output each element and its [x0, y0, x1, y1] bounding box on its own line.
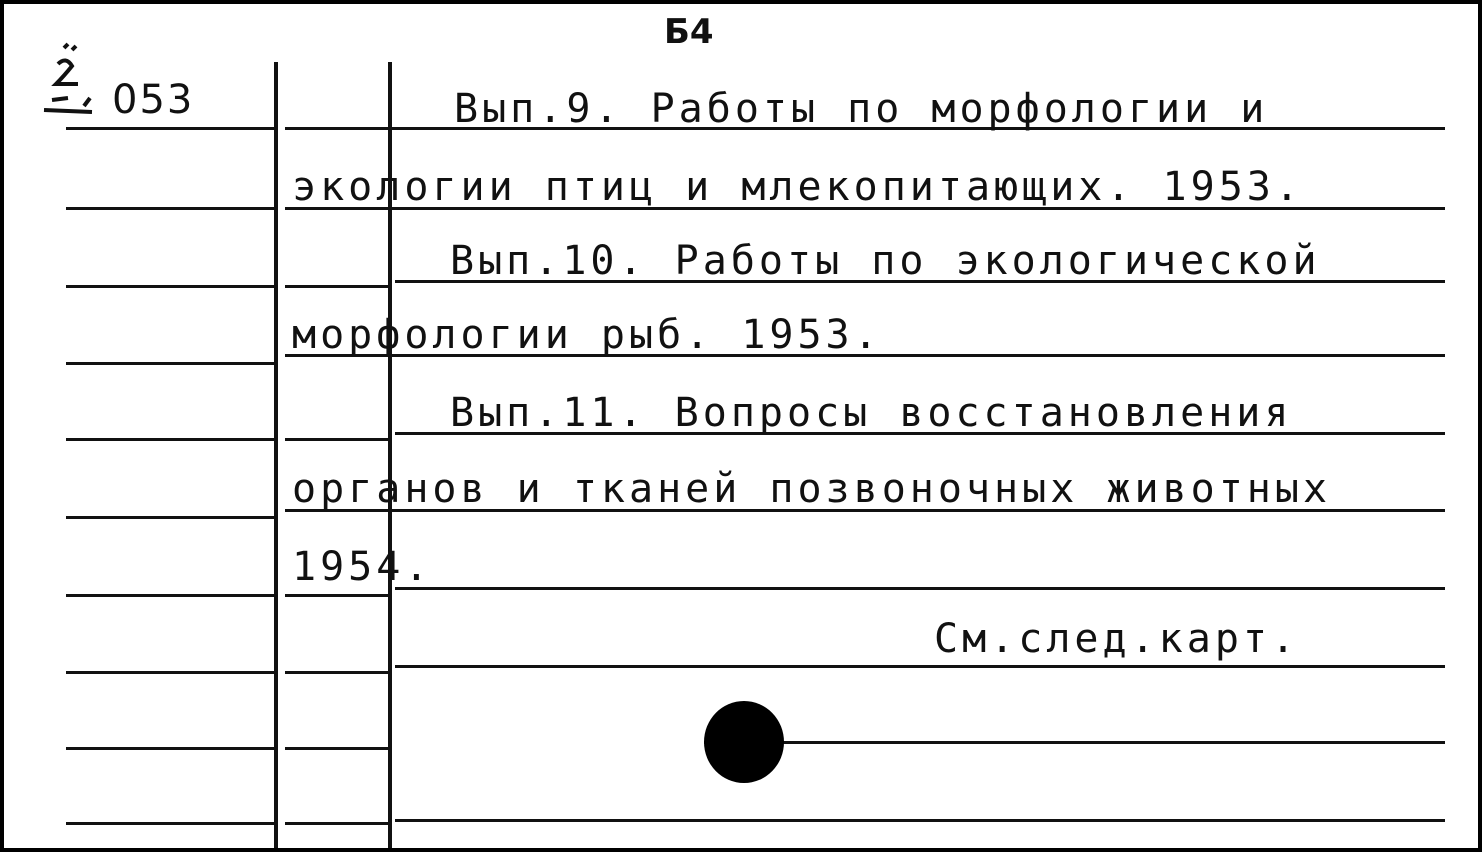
rule-line: [285, 285, 389, 288]
rule-line: [395, 587, 1445, 590]
rule-line: [704, 741, 1445, 744]
entry-line: органов и тканей позвоночных животных: [292, 466, 1332, 512]
rule-line: [66, 127, 276, 130]
rule-line: [285, 594, 389, 597]
entry-line: 1954.: [292, 544, 433, 590]
rule-line: [285, 822, 389, 825]
rule-line: [66, 516, 276, 519]
entry-line: Вып.11. Вопросы восстановления: [450, 390, 1293, 436]
entry-line: экологии птиц и млекопитающих. 1953.: [292, 164, 1303, 210]
rule-line: [66, 594, 276, 597]
rule-line: [66, 671, 276, 674]
call-prefix-mark-icon: [38, 40, 110, 124]
entry-line: Вып.10. Работы по экологической: [450, 238, 1321, 284]
rule-line: [285, 747, 389, 750]
shelf-mark: Б4: [664, 12, 714, 52]
entry-line: Вып.9. Работы по морфологии и: [454, 86, 1269, 132]
vertical-rule-left: [274, 62, 278, 848]
rule-line: [285, 671, 389, 674]
rule-line: [66, 822, 276, 825]
call-number: 053: [112, 77, 195, 123]
entry-line: морфологии рыб. 1953.: [292, 312, 882, 358]
punch-hole: [704, 701, 784, 783]
rule-line: [66, 747, 276, 750]
rule-line: [395, 819, 1445, 822]
rule-line: [285, 438, 389, 441]
continuation-note: См.след.карт.: [934, 616, 1300, 662]
rule-line: [66, 207, 276, 210]
rule-line: [66, 285, 276, 288]
rule-line: [66, 438, 276, 441]
catalog-card: [4, 4, 1478, 848]
rule-line: [66, 362, 276, 365]
rule-line: [395, 665, 1445, 668]
